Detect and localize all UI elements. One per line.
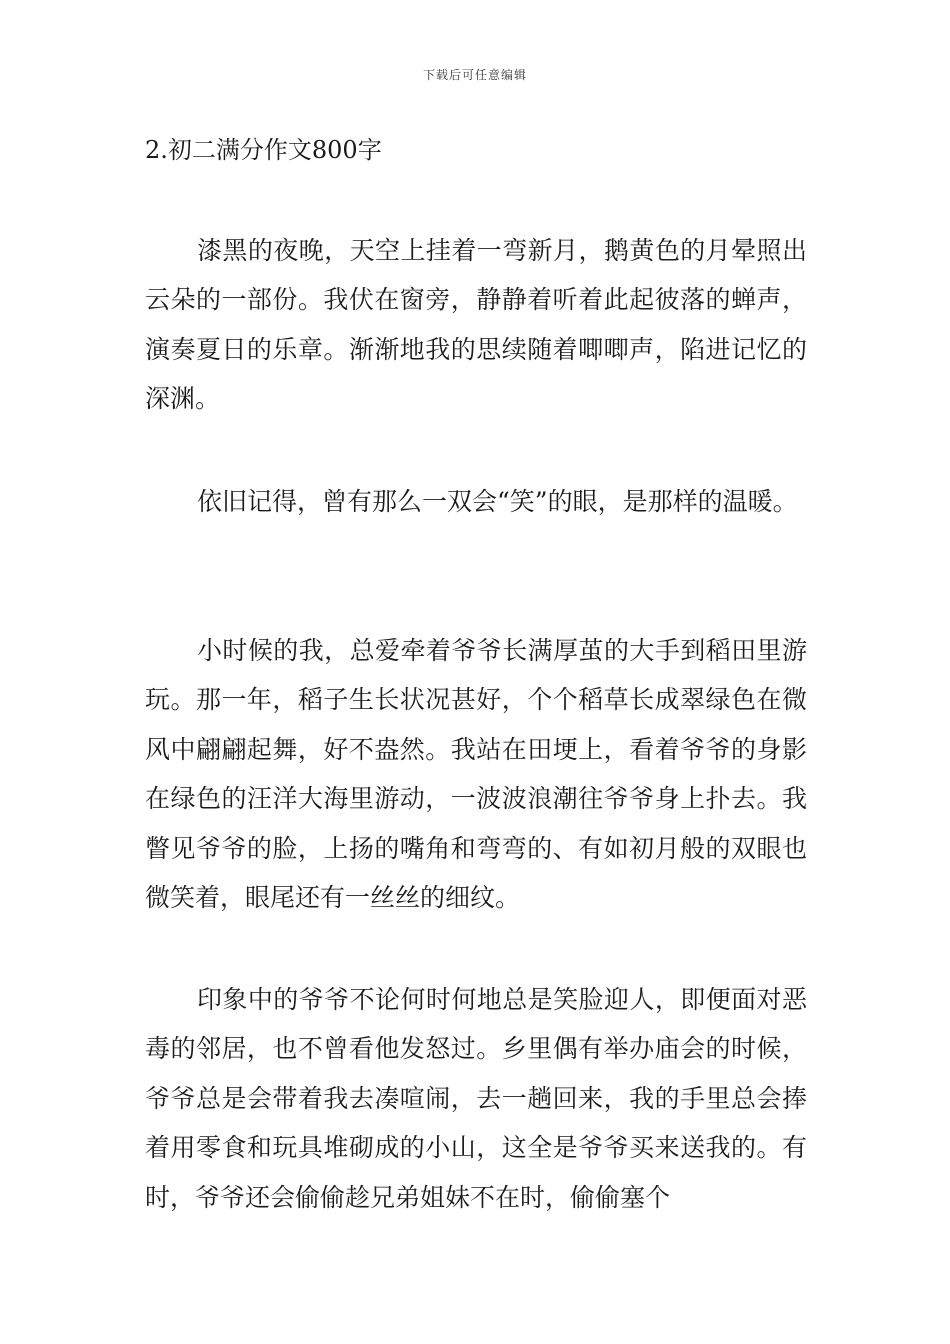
- paragraph-3: 小时候的我，总爱牵着爷爷长满厚茧的大手到稻田里游玩。那一年，稻子生长状况甚好，个个稻草长成翠绿色在微风中翩翩起舞，好不盎然。我站在田埂上，看着爷爷的身影在绿色的汪洋大海里游动，一波波浪潮往爷爷身上扑去。我瞥见爷爷的脸，上扬的嘴角和弯弯的、有如初月般的双眼也微笑着，眼尾还有一丝丝的细纹。: [145, 636, 807, 913]
- essay-title: 2.初二满分作文800字: [145, 136, 382, 164]
- header-note: 下载后可任意编辑: [422, 68, 527, 82]
- paragraph-2: 依旧记得，曾有那么一双会“笑”的眼，是那样的温暖。: [197, 487, 798, 516]
- paragraph-4: 印象中的爷爷不论何时何地总是笑脸迎人，即便面对恶毒的邻居，也不曾看他发怒过。乡里偶有举办庙会的时候，爷爷总是会带着我去凑喧闹，去一趟回来，我的手里总会捧着用零食和玩具堆砌成的小山，这全是爷爷买来送我的。有时，爷爷还会偷偷趁兄弟姐妹不在时，偷偷塞个: [145, 985, 807, 1212]
- paragraph-1: 漆黑的夜晚，天空上挂着一弯新月，鹅黄色的月晕照出云朵的一部份。我伏在窗旁，静静着听着此起彼落的蝉声，演奏夏日的乐章。渐渐地我的思续随着唧唧声，陷进记忆的深渊。: [145, 236, 807, 414]
